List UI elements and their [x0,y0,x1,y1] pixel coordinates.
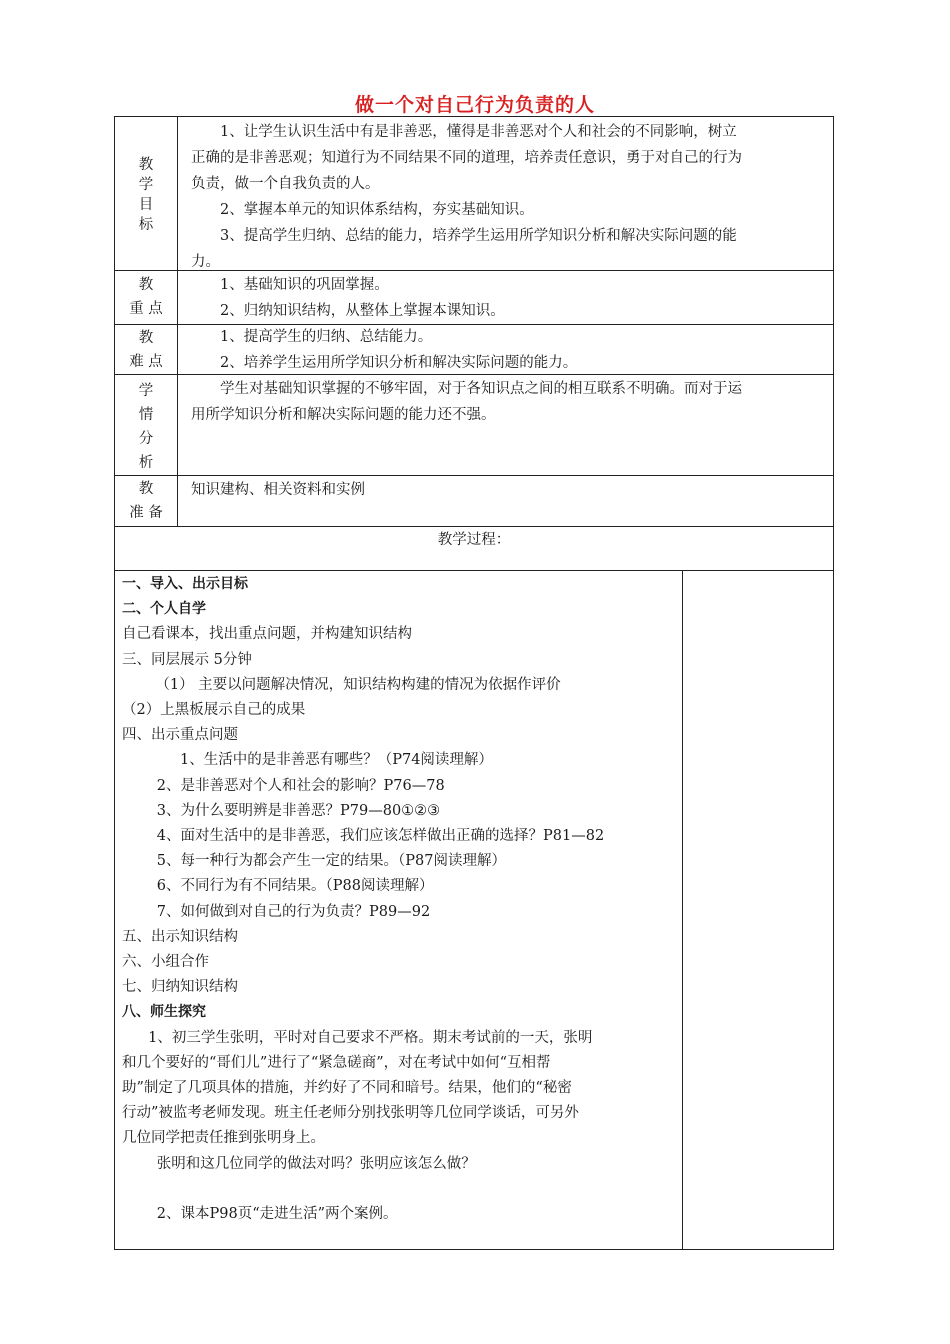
row-divider [115,526,833,527]
step-line: （1） 主要以问题解决情况，知识结构构建的情况为依据作评价 [155,676,561,693]
blank-line [122,1177,677,1202]
objectives-line: 负责，做一个自我负责的人。 [191,176,380,192]
objectives-label-text: 教学目标 [138,157,154,233]
question-item: 2、是非善恶对个人和社会的影响？P76—78 [156,777,445,794]
step-line: 五、出示知识结构 [122,928,238,945]
step-heading: 一、导入、出示目标 [122,576,248,592]
key-points-content [191,272,827,324]
preparation-label-2: 准 备 [129,505,163,521]
step-line: 七、归纳知识结构 [122,979,238,996]
teaching-steps [122,572,677,1227]
difficulties-label-1: 教 [138,330,154,346]
question-item: 7、如何做到对自己的行为负责？P89—92 [156,903,431,920]
question-item: 5、每一种行为都会产生一定的结果。（P87阅读理解） [156,853,506,870]
preparation-label-1: 教 [138,481,154,497]
process-title: 教学过程： [437,532,511,548]
case-line: 和几个要好的“哥们儿”进行了“紧急磋商”，对在考试中如何“互相帮 [122,1054,551,1071]
step-line: 四、出示重点问题 [122,727,238,744]
case-line: 2、课本P98页“走进生活”两个案例。 [156,1205,398,1222]
preparation-text: 知识建构、相关资料和实例 [191,482,365,498]
difficulties-line: 1、提高学生的归纳、总结能力。 [220,329,433,345]
key-points-line: 1、基础知识的巩固掌握。 [220,277,389,293]
difficulties-label-2: 难 点 [129,354,163,370]
key-points-label-2: 重 点 [129,301,163,317]
question-item: 3、为什么要明辨是非善恶？P79—80①②③ [156,802,441,819]
objectives-line: 2、掌握本单元的知识体系结构，夯实基础知识。 [220,202,534,218]
key-points-label [115,273,177,321]
question-item: 6、不同行为有不同结果。（P88阅读理解） [156,878,434,895]
objectives-label [115,155,177,235]
objectives-line: 正确的是非善恶观；知道行为不同结果不同的道理，培养责任意识，勇于对自己的行为 [191,150,742,166]
analysis-label-text: 学情分析 [138,383,154,471]
key-points-line: 2、归纳知识结构，从整体上掌握本课知识。 [220,303,505,319]
analysis-label [115,379,177,475]
case-question: 张明和这几位同学的做法对吗？张明应该怎么做？ [156,1155,476,1172]
case-line: 1、初三学生张明，平时对自己要求不严格。期末考试前的一天，张明 [148,1029,593,1046]
difficulties-label [115,326,177,374]
step-line: 六、小组合作 [122,954,209,971]
analysis-line: 用所学知识分析和解决实际问题的能力还不强。 [191,407,496,423]
objectives-line: 力。 [191,254,220,270]
question-item: 4、面对生活中的是非善恶，我们应该怎样做出正确的选择？P81—82 [156,828,605,845]
case-line: 几位同学把责任推到张明身上。 [122,1130,325,1147]
case-line: 行动”被监考老师发现。班主任老师分别找张明等几位同学谈话，可另外 [122,1105,579,1122]
objectives-line: 3、提高学生归纳、总结的能力，培养学生运用所学知识分析和解决实际问题的能 [220,228,737,244]
objectives-line: 1、让学生认识生活中有是非善恶，懂得是非善恶对个人和社会的不同影响，树立 [220,124,737,140]
preparation-label [115,477,177,525]
objectives-content [191,119,827,275]
question-item: 1、生活中的是非善恶有哪些？（P74阅读理解） [180,752,493,769]
analysis-content [191,376,827,428]
key-points-label-1: 教 [138,277,154,293]
notes-column-divider [682,570,683,1249]
step-heading: 八、师生探究 [122,1004,206,1021]
preparation-content [191,477,827,503]
difficulties-line: 2、培养学生运用所学知识分析和解决实际问题的能力。 [220,355,578,371]
step-heading: 二、个人自学 [122,601,206,618]
difficulties-content [191,324,827,376]
analysis-line: 学生对基础知识掌握的不够牢固，对于各知识点之间的相互联系不明确。而对于运 [220,381,742,397]
column-divider [177,117,178,526]
step-line: 自己看课本，找出重点问题，并构建知识结构 [122,626,412,643]
page-title: 做一个对自己行为负责的人 [354,94,595,116]
row-divider [115,475,833,476]
case-line: 助”制定了几项具体的措施，并约好了不同和暗号。结果，他们的“秘密 [122,1080,572,1097]
row-divider [115,570,833,571]
step-line: 三、同层展示 5分钟 [122,651,252,668]
step-line: （2）上黑板展示自己的成果 [122,702,306,719]
